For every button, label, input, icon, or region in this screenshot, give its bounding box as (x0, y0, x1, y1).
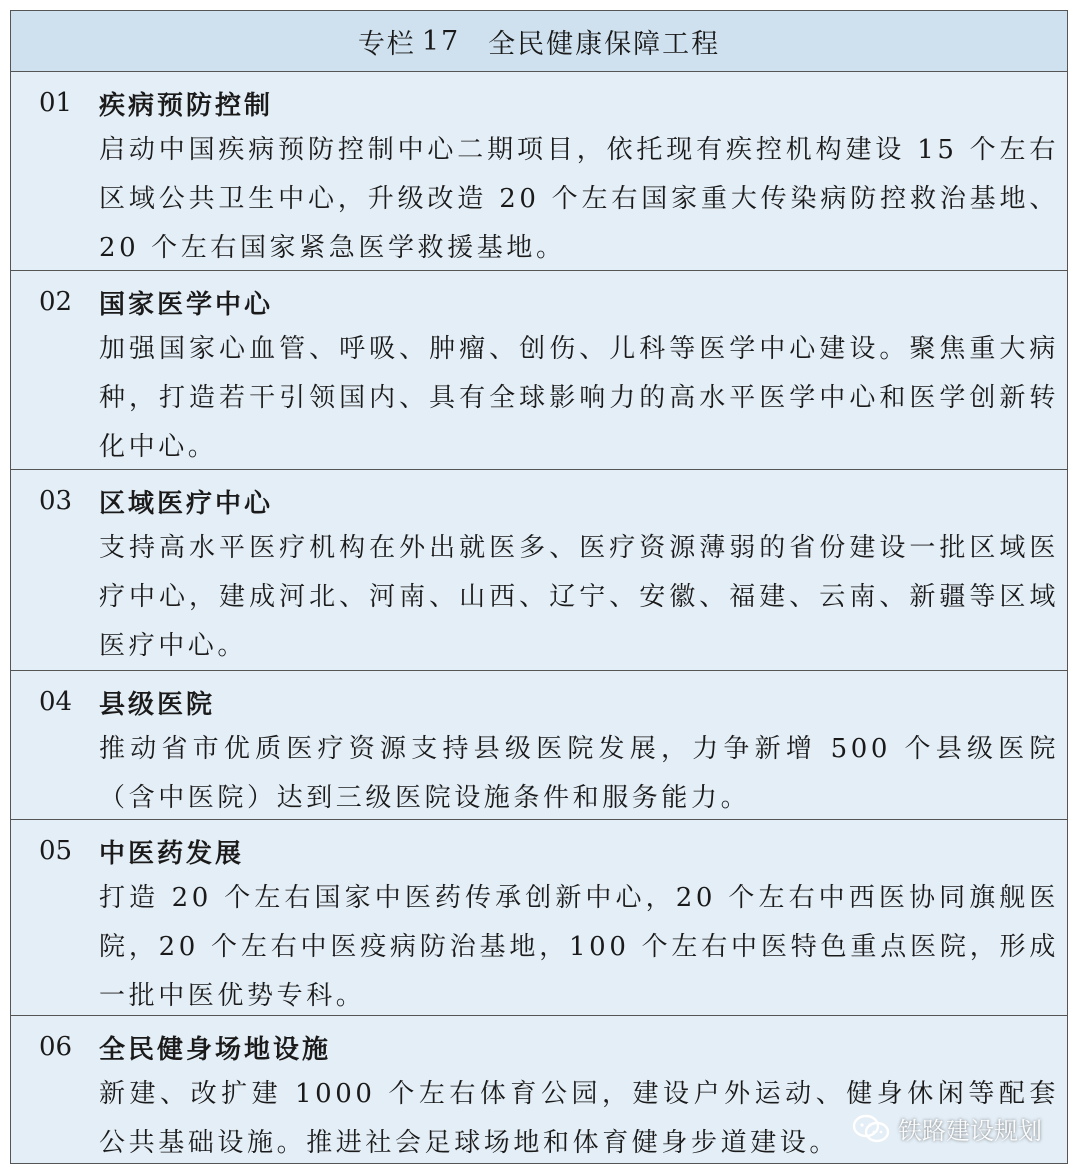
section-number: 04 (39, 687, 73, 717)
section-title: 疾病预防控制 (99, 90, 274, 121)
section-body: 推动省市优质医疗资源支持县级医院发展，力争新增 500 个县级医院（含中医院）达到三级医院设施条件和服务能力。 (99, 734, 1059, 813)
section-body: 加强国家心血管、呼吸、肿瘤、创伤、儿科等医学中心建设。聚焦重大病种，打造若干引领国内、具有全球影响力的高水平医学中心和医学创新转化中心。 (99, 334, 1059, 462)
section-number: 06 (39, 1032, 73, 1062)
table-header (11, 11, 1067, 72)
section-tcm-development (11, 820, 1067, 1016)
section-number: 02 (39, 287, 73, 317)
watermark-text: 铁路建设规划 (898, 1117, 1042, 1145)
section-body: 打造 20 个左右国家中医药传承创新中心，20 个左右中西医协同旗舰医院，20 个左右中医疫病防治基地，100 个左右中医特色重点医院，形成一批中医优势专科。 (99, 883, 1059, 1011)
section-title: 中医药发展 (99, 838, 245, 869)
section-title: 国家医学中心 (99, 289, 274, 320)
section-number: 03 (39, 486, 73, 516)
section-national-medical-center (11, 271, 1067, 470)
section-regional-medical-center (11, 470, 1067, 671)
section-body: 启动中国疾病预防控制中心二期项目，依托现有疾控机构建设 15 个左右区域公共卫生中心，升级改造 20 个左右国家重大传染病防控救治基地、20 个左右国家紧急医学救援基地。 (99, 135, 1059, 263)
section-title: 全民健身场地设施 (99, 1034, 332, 1065)
section-body: 支持高水平医疗机构在外出就医多、医疗资源薄弱的省份建设一批区域医疗中心，建成河北、河南、山西、辽宁、安徽、福建、云南、新疆等区域医疗中心。 (99, 533, 1059, 661)
section-number: 01 (39, 88, 73, 118)
section-body: 新建、改扩建 1000 个左右体育公园，建设户外运动、健身休闲等配套公共基础设施。推进社会足球场地和体育健身步道建设。 (99, 1079, 1059, 1158)
table-title: 全民健康保障工程 (488, 28, 721, 60)
section-disease-prevention (11, 72, 1067, 271)
table-title-prefix: 专栏 (357, 28, 416, 60)
section-title: 区域医疗中心 (99, 488, 274, 519)
section-title: 县级医院 (99, 689, 216, 720)
watermark (852, 1111, 1042, 1146)
section-county-hospital (11, 671, 1067, 820)
project-table (10, 10, 1068, 1164)
section-number: 05 (39, 836, 73, 866)
table-title-number: 17 (421, 25, 461, 57)
wechat-icon (852, 1114, 890, 1144)
